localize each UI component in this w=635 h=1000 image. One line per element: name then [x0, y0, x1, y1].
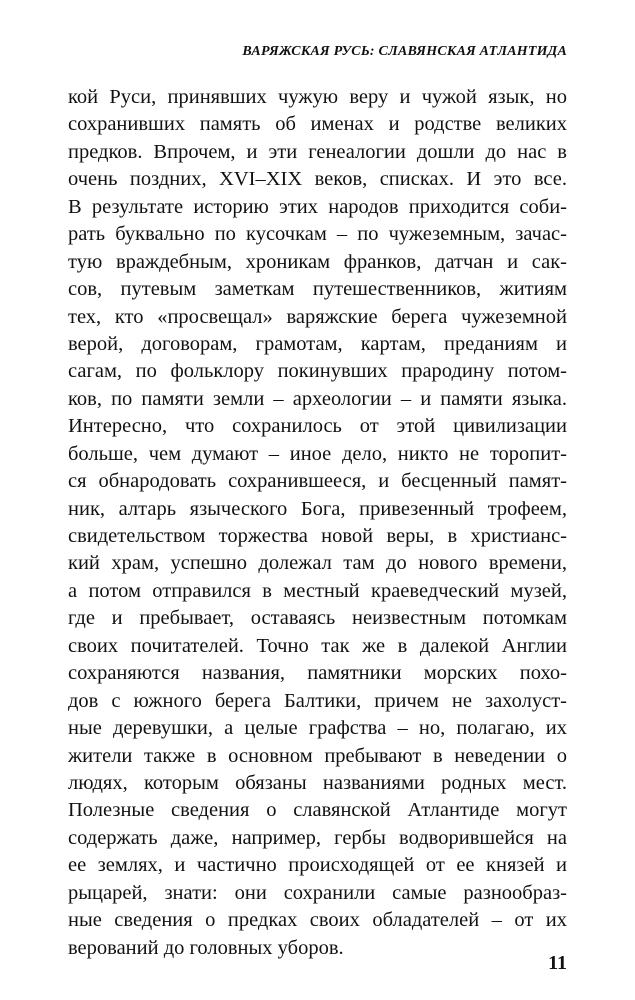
text-line: больше, чем думают – иное дело, никто не торопит-	[68, 442, 567, 465]
text-line: людях, которым обязаны названиями родных мест.	[68, 771, 567, 794]
text-line: где и пребывает, оставаясь неизвестным потомкам	[68, 607, 567, 630]
text-line: очень поздних, XVI–XIX веков, списках. И это все.	[68, 168, 567, 191]
text-line: ные деревушки, а целые графства – но, полагаю, их	[68, 717, 567, 740]
text-line: тую враждебным, хроникам франков, датчан и сак-	[68, 250, 567, 273]
text-line: кий храм, успешно долежал там до нового времени,	[68, 552, 567, 575]
text-line: дов с южного берега Балтики, причем не захолуст-	[68, 689, 567, 712]
text-line: В результате историю этих народов приходится соби-	[68, 195, 567, 218]
text-line: предков. Впрочем, и эти генеалогии дошли до нас в	[68, 140, 567, 163]
text-line: жители также в основном пребывают в неведении о	[68, 744, 567, 767]
text-line: а потом отправился в местный краеведческий музей,	[68, 579, 567, 602]
text-line: тех, кто «просвещал» варяжские берега чужеземной	[68, 305, 567, 328]
text-line: рать буквально по кусочкам – по чужеземным, зачас-	[68, 223, 567, 246]
text-line: ные сведения о предках своих обладателей – от их	[68, 909, 567, 932]
text-line: верой, договорам, грамотам, картам, преданиям и	[68, 332, 567, 355]
text-line: верований до головных уборов.	[68, 936, 344, 959]
text-line: своих почитателей. Точно так же в далекой Англии	[68, 634, 567, 657]
text-line: ков, по памяти земли – археологии – и памяти языка.	[68, 387, 567, 410]
text-line: сагам, по фольклору покинувших прародину потом-	[68, 360, 567, 383]
text-line: Интересно, что сохранилось от этой цивилизации	[68, 415, 567, 438]
text-line: ник, алтарь языческого Бога, привезенный трофеем,	[68, 497, 567, 520]
text-line: ее землях, и частично происходящей от ее князей и	[68, 854, 567, 877]
text-line: сохранивших память об именах и родстве великих	[68, 113, 567, 136]
text-line: ся обнародовать сохранившееся, и бесценный памят-	[68, 470, 567, 493]
text-line: Полезные сведения о славянской Атлантиде могут	[68, 799, 567, 822]
page-number: 11	[548, 952, 567, 974]
running-header: ВАРЯЖСКАЯ РУСЬ: СЛАВЯНСКАЯ АТЛАНТИДА	[242, 44, 567, 59]
text-line: сов, путевым заметкам путешественников, житиям	[68, 278, 567, 301]
text-line: свидетельством торжества новой веры, в христианс-	[68, 525, 567, 547]
text-line: кой Руси, принявших чужую веру и чужой язык, но	[68, 86, 567, 108]
text-line: сохраняются названия, памятники морских похо-	[68, 662, 567, 685]
text-line: рыцарей, знати: они сохранили самые разнообраз-	[68, 881, 567, 904]
body-text	[68, 84, 567, 962]
text-line: содержать даже, например, гербы водворившейся на	[68, 826, 567, 849]
